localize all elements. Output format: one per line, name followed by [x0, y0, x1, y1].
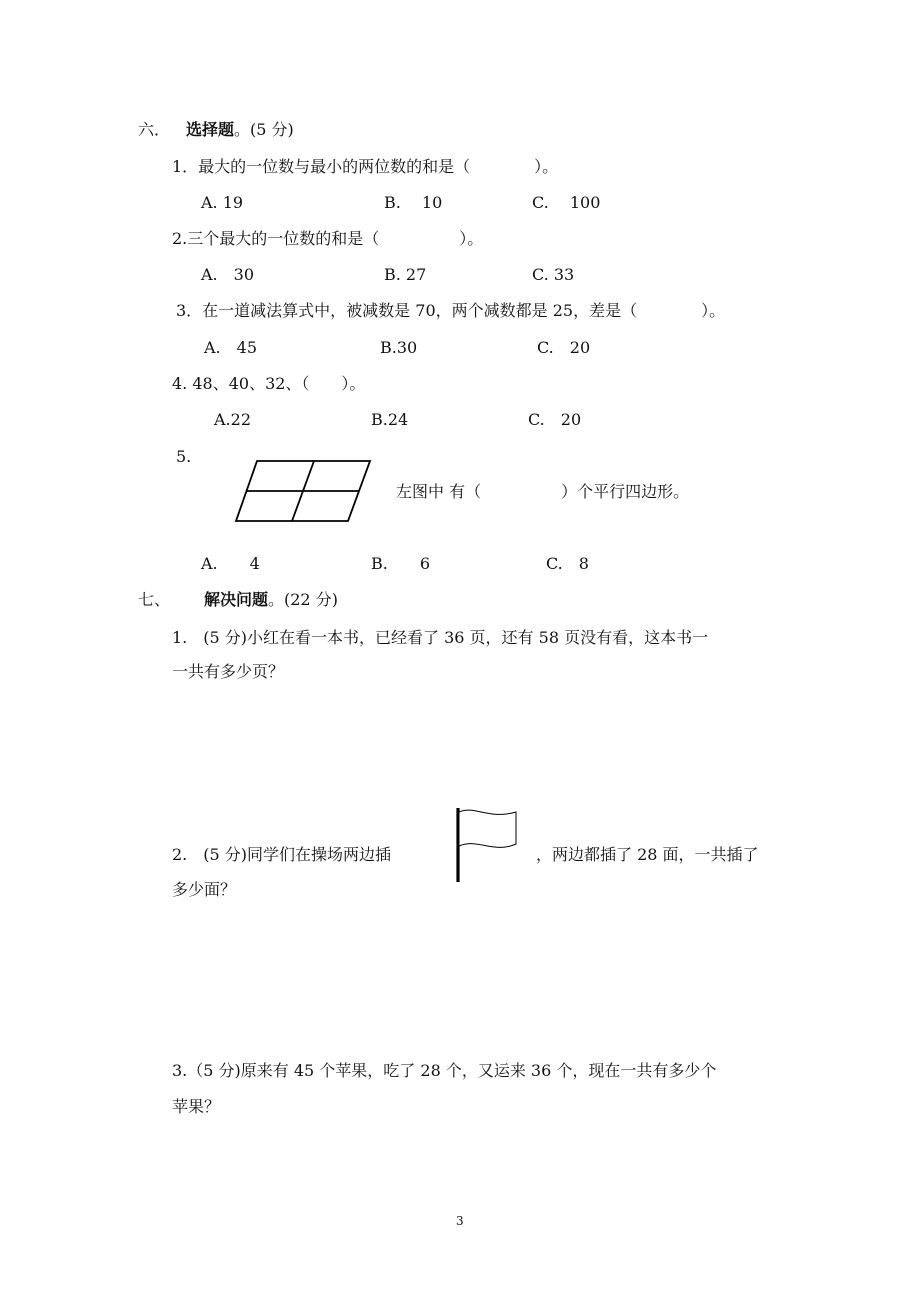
question-1-option-a: A. 19: [201, 193, 244, 212]
question-4-text: 4. 48、40、32、（ ）。: [172, 374, 366, 393]
section-7-score: 。(22 分): [268, 590, 338, 609]
question-4-option-c: C. 20: [528, 410, 582, 429]
question-1-option-c: C. 100: [532, 193, 601, 212]
question-3-text: 3．在一道减法算式中，被减数是 70，两个减数都是 25，差是（ ）。: [176, 301, 726, 320]
problem-2-line-1-start: 2. (5 分)同学们在操场两边插: [172, 845, 392, 864]
question-5-option-c: C. 8: [546, 554, 589, 573]
question-1-option-b: B. 10: [384, 193, 443, 212]
section-6-title: 选择题: [186, 120, 235, 139]
problem-2-line-1-end: ，两边都插了 28 面，一共插了: [536, 845, 759, 864]
section-6-number: 六．: [138, 120, 171, 139]
question-2-option-c: C. 33: [532, 265, 575, 284]
section-7-number: 七、: [138, 590, 171, 609]
section-6-score: 。(5 分): [234, 120, 294, 139]
question-4-option-b: B.24: [371, 410, 409, 429]
section-7-title: 解决问题: [204, 590, 269, 609]
question-4-option-a: A.22: [214, 410, 251, 429]
question-2-option-b: B. 27: [384, 265, 427, 284]
problem-3-line-2: 苹果？: [172, 1097, 221, 1116]
question-5-text: 左图中 有（ ）个平行四边形。: [396, 482, 690, 501]
question-2-text: 2.三个最大的一位数的和是（ ）。: [172, 229, 484, 248]
question-2-option-a: A. 30: [201, 265, 255, 284]
question-5-option-a: A. 4: [201, 554, 260, 573]
problem-1-line-2: 一共有多少页？: [172, 662, 285, 681]
question-5-number: 5.: [176, 447, 192, 466]
flag-icon: [454, 806, 518, 884]
question-3-option-c: C. 20: [537, 338, 591, 357]
problem-2-line-2: 多少面？: [172, 880, 237, 899]
page-number: 3: [456, 1214, 464, 1228]
parallelogram-figure: [235, 460, 375, 524]
problem-1-line-1: 1. (5 分)小红在看一本书，已经看了 36 页，还有 58 页没有看，这本书一: [172, 628, 709, 647]
question-3-option-a: A. 45: [204, 338, 258, 357]
question-1-text: 1．最大的一位数与最小的两位数的和是（ ）。: [172, 157, 559, 176]
question-3-option-b: B.30: [380, 338, 418, 357]
question-5-option-b: B. 6: [371, 554, 431, 573]
problem-3-line-1: 3.（5 分)原来有 45 个苹果，吃了 28 个，又运来 36 个，现在一共有多少个: [172, 1061, 717, 1080]
